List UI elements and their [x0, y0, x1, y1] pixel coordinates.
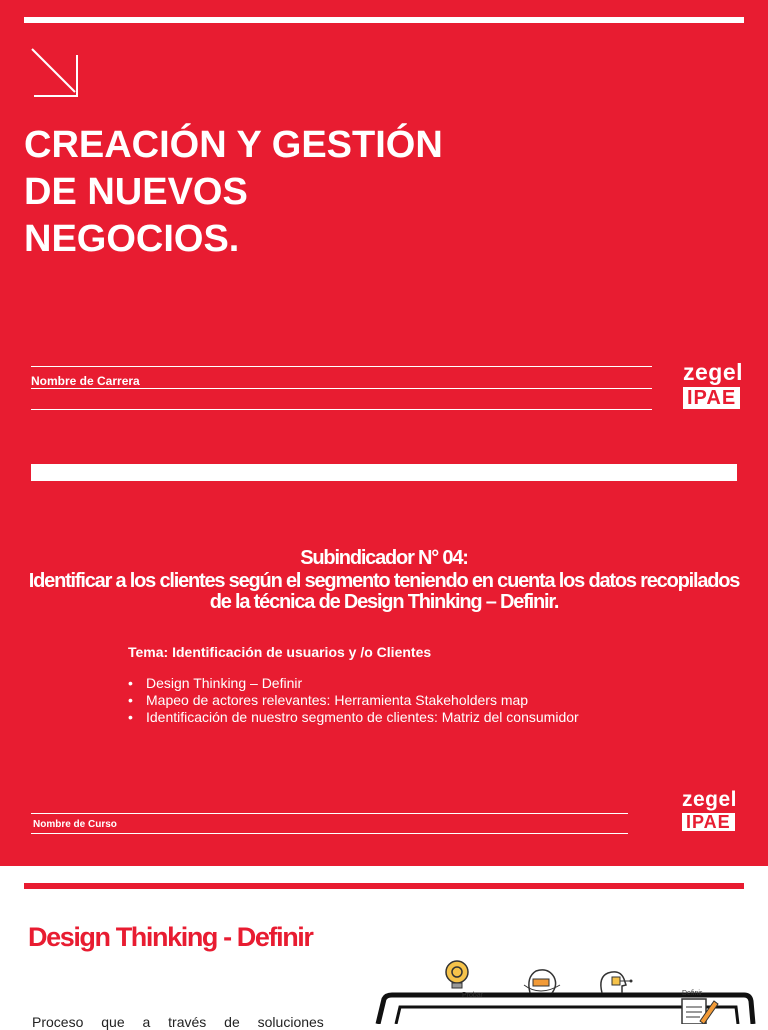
- divider-line: [31, 366, 652, 367]
- logo-zegel-text: zegel: [682, 788, 738, 811]
- subindicador-heading: Subindicador N° 04:: [300, 547, 468, 569]
- arrow-down-right-icon: [30, 47, 80, 99]
- logo-ipae-text: IPAE: [682, 813, 735, 831]
- zegel-ipae-logo: [682, 789, 737, 833]
- subindicador-text: de la técnica de Design Thinking – Definir.: [209, 591, 559, 613]
- slide-title: Design Thinking - Definir: [28, 922, 313, 952]
- tema-heading: Tema: Identificación de usuarios y /o Clientes: [128, 644, 432, 660]
- zegel-ipae-logo: [683, 360, 743, 409]
- middle-white-bar: [31, 464, 737, 481]
- lightbulb-gear-icon: [446, 961, 468, 988]
- list-item: • Identificación de nuestro segmento de clientes: Matriz del consumidor: [128, 709, 579, 726]
- vr-headset-head-icon: [524, 970, 560, 993]
- title-line: CREACIÓN Y GESTIÓN: [24, 124, 443, 166]
- list-item: • Mapeo de actores relevantes: Herramienta Stakeholders map: [128, 692, 579, 709]
- design-thinking-illustration: [370, 955, 768, 1024]
- title-line: NEGOCIOS.: [24, 218, 240, 260]
- logo-zegel-text: zegel: [683, 359, 744, 385]
- divider-line: [31, 409, 652, 410]
- course-title: [24, 122, 494, 263]
- subindicador-text: Identificar a los clientes según el segmento teniendo en cuenta los datos recopilados: [28, 570, 740, 592]
- course-name-label: Nombre de Curso: [33, 819, 117, 830]
- divider-line: [31, 388, 652, 389]
- body-text: Proceso que a través de soluciones: [32, 1014, 324, 1030]
- top-white-bar: [24, 17, 744, 23]
- head-chip-icon: [601, 972, 633, 993]
- divider-line: [31, 833, 628, 834]
- list-item: • Design Thinking – Definir: [128, 675, 579, 692]
- clipboard-pencil-icon: [682, 999, 718, 1024]
- top-red-bar: [24, 883, 744, 889]
- divider-line: [31, 813, 628, 814]
- logo-ipae-text: IPAE: [683, 387, 740, 409]
- probar-label: Probar: [462, 992, 484, 999]
- career-name-label: Nombre de Carrera: [31, 374, 140, 388]
- title-line: DE NUEVOS: [24, 171, 248, 213]
- definir-label: Definir: [682, 990, 703, 997]
- topic-list: [128, 675, 579, 726]
